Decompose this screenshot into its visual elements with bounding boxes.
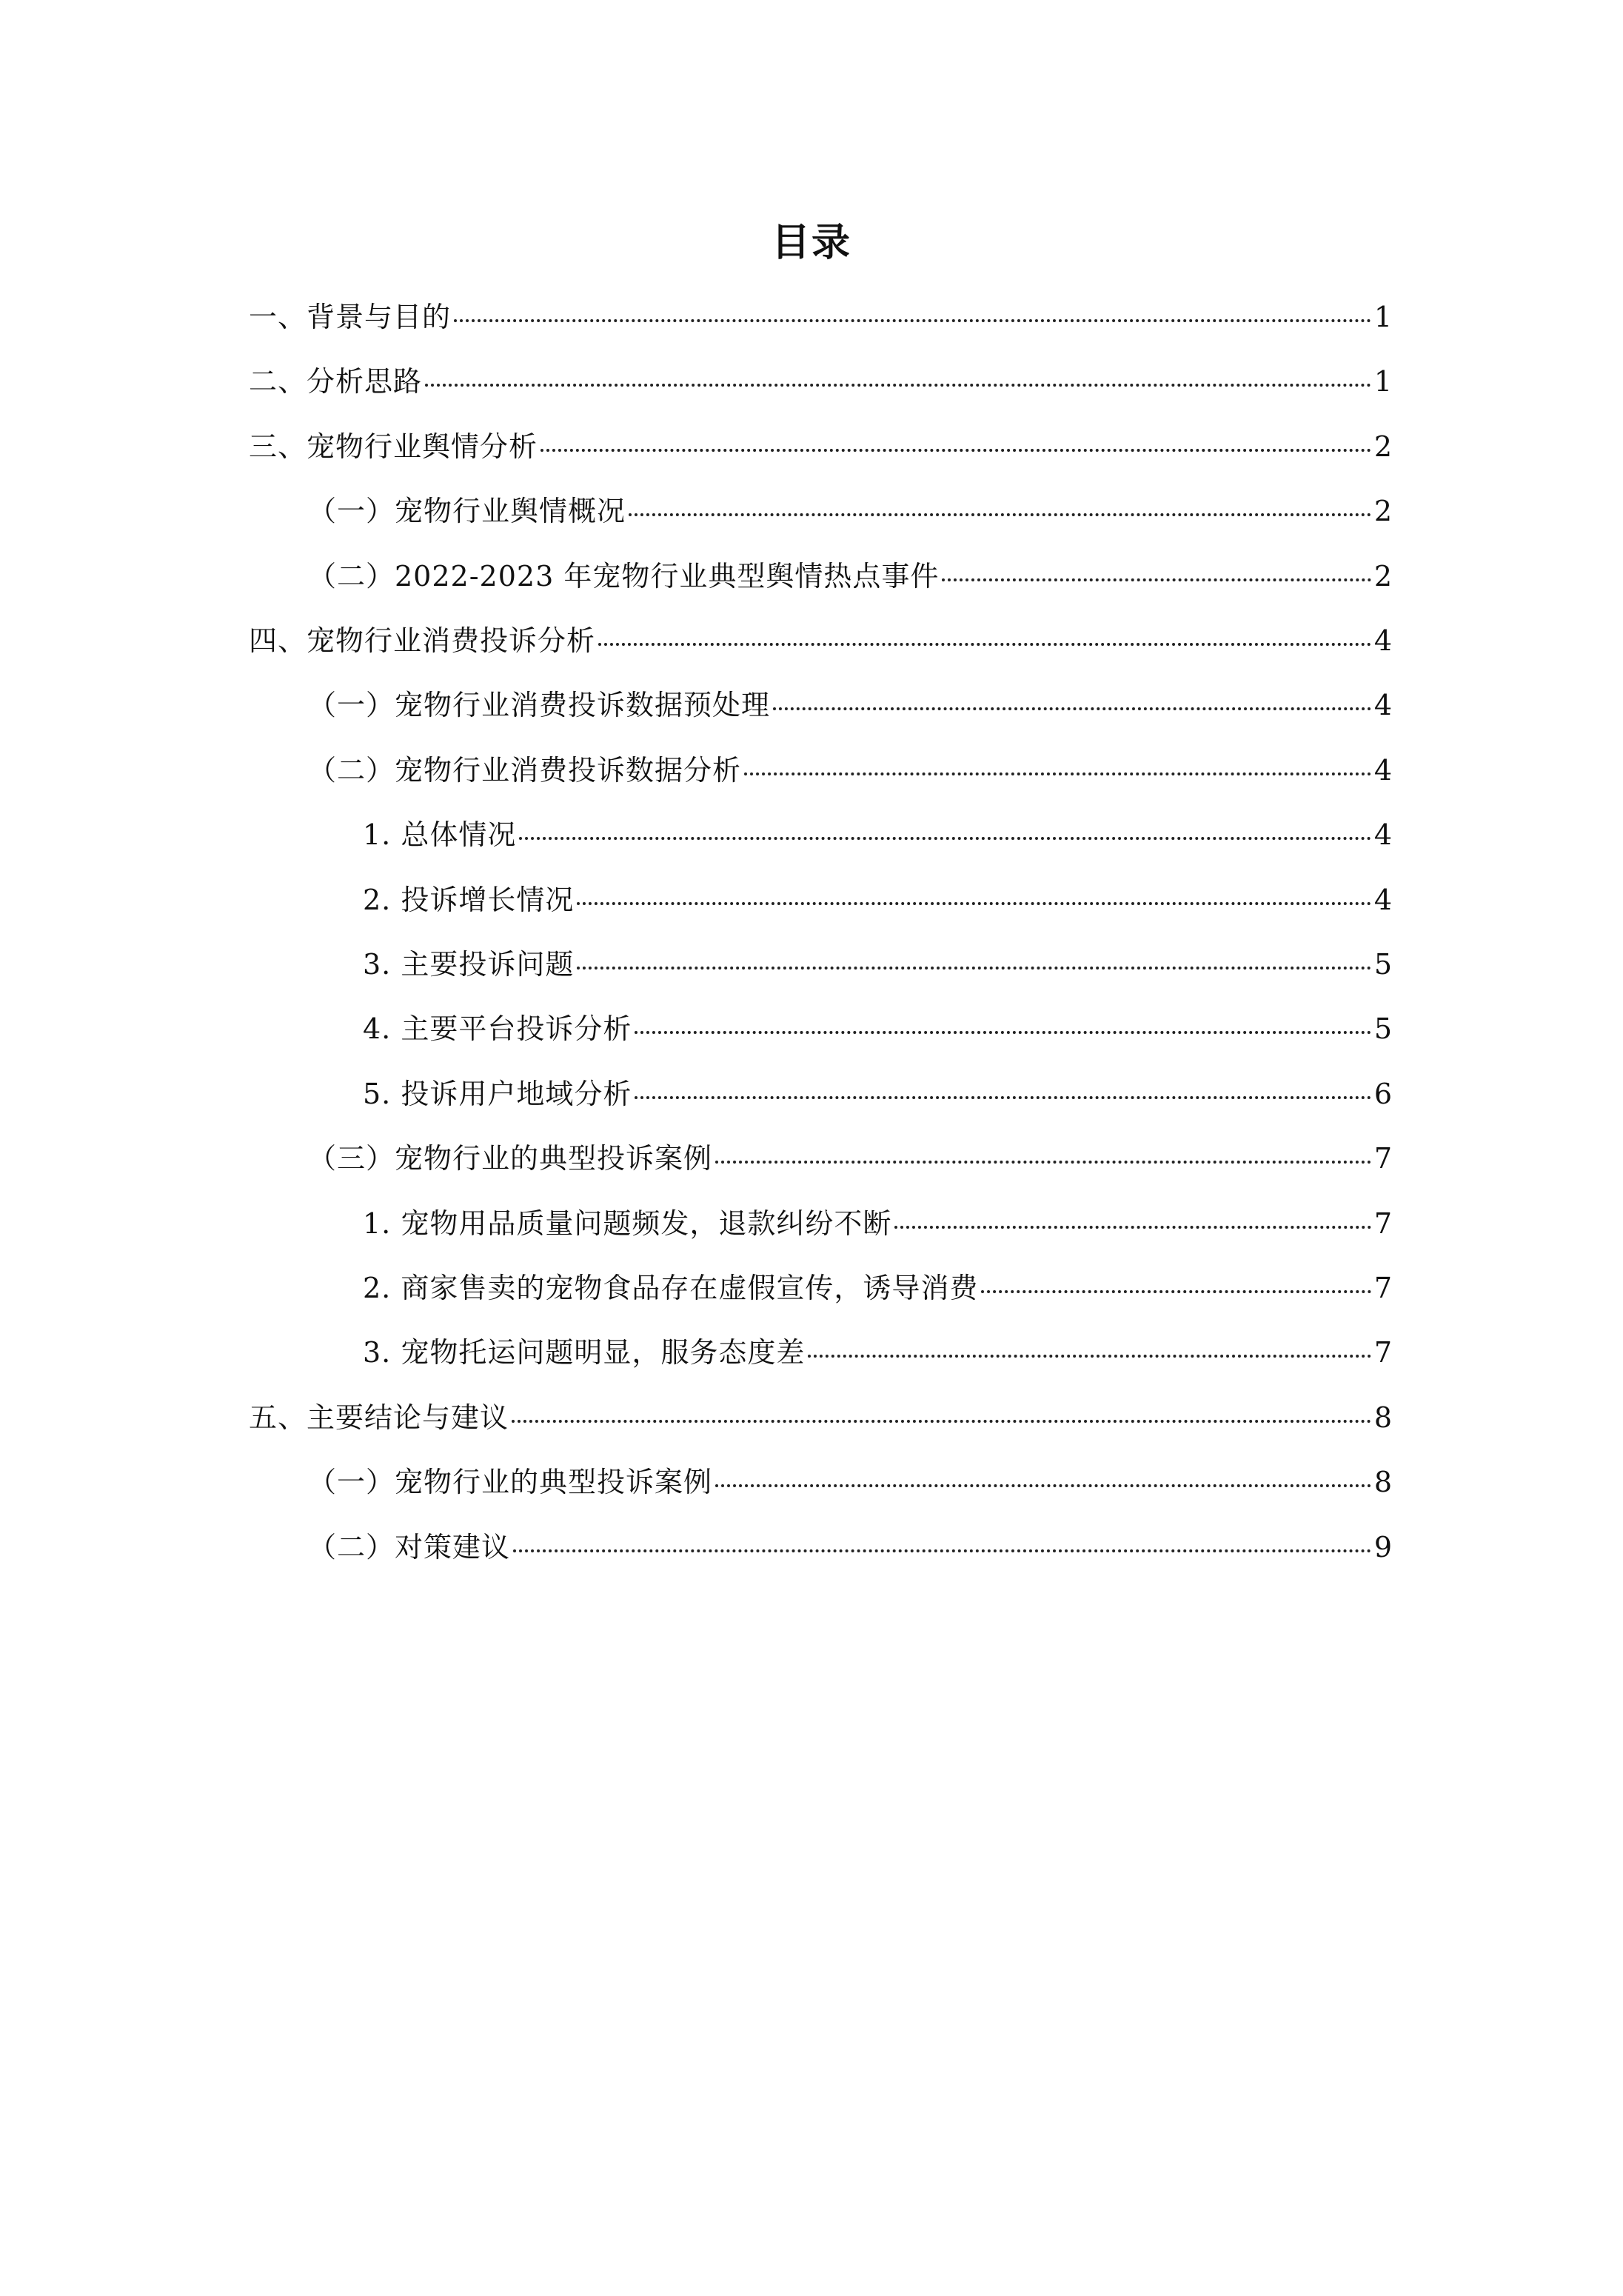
dot-leader xyxy=(808,1355,1371,1358)
toc-entry-page-number: 2 xyxy=(1373,430,1392,463)
toc-entry[interactable] xyxy=(308,1526,1392,1568)
dot-leader xyxy=(894,1226,1371,1229)
toc-entry[interactable] xyxy=(308,490,1392,532)
dot-leader xyxy=(577,967,1371,970)
dot-leader xyxy=(942,578,1371,581)
toc-entry[interactable] xyxy=(308,555,1392,597)
toc-entry-title: （一）宠物行业的典型投诉案例 xyxy=(308,1466,713,1498)
toc-entry[interactable] xyxy=(363,1008,1392,1049)
toc-entry-title: （二）2022-2023 年宠物行业典型舆情热点事件 xyxy=(308,560,940,593)
dot-leader xyxy=(635,1031,1371,1034)
toc-entry-title: （二）对策建议 xyxy=(308,1531,511,1564)
toc-entry[interactable] xyxy=(363,1267,1392,1309)
toc-entry[interactable] xyxy=(249,620,1392,661)
toc-entry[interactable] xyxy=(308,684,1392,726)
toc-entry-page-number: 4 xyxy=(1373,689,1392,721)
dot-leader xyxy=(629,513,1371,516)
toc-entry-page-number: 9 xyxy=(1373,1531,1392,1564)
toc-entry-title: 三、宠物行业舆情分析 xyxy=(249,430,538,463)
toc-entry-title: （一）宠物行业消费投诉数据预处理 xyxy=(308,689,771,721)
toc-entry-page-number: 4 xyxy=(1373,818,1392,851)
dot-leader xyxy=(454,319,1371,322)
toc-entry-page-number: 8 xyxy=(1373,1401,1392,1434)
dot-leader xyxy=(577,902,1371,905)
dot-leader xyxy=(519,837,1371,840)
dot-leader xyxy=(715,1161,1371,1164)
toc-entry-title: 2. 商家售卖的宠物食品存在虚假宣传，诱导消费 xyxy=(363,1272,979,1304)
toc-entry-title: 1. 宠物用品质量问题频发，退款纠纷不断 xyxy=(363,1207,892,1240)
toc-entry[interactable] xyxy=(308,1138,1392,1179)
toc-entry[interactable] xyxy=(308,750,1392,791)
toc-title: 目录 xyxy=(771,221,851,265)
dot-leader xyxy=(715,1484,1371,1487)
dot-leader xyxy=(541,449,1371,452)
toc-entry-title: 4. 主要平台投诉分析 xyxy=(363,1012,632,1045)
dot-leader xyxy=(981,1290,1371,1293)
toc-entry-title: （二）宠物行业消费投诉数据分析 xyxy=(308,754,742,787)
toc-entry[interactable] xyxy=(363,879,1392,921)
toc-entry-title: 3. 主要投诉问题 xyxy=(363,948,575,981)
toc-entry-page-number: 7 xyxy=(1373,1207,1392,1240)
toc-entry-page-number: 4 xyxy=(1373,754,1392,787)
toc-entry-page-number: 1 xyxy=(1373,301,1392,333)
toc-entry-title: （三）宠物行业的典型投诉案例 xyxy=(308,1142,713,1175)
toc-entry-page-number: 7 xyxy=(1373,1142,1392,1175)
dot-leader xyxy=(598,643,1371,646)
toc-entry-page-number: 5 xyxy=(1373,1012,1392,1045)
toc-entry[interactable] xyxy=(249,1397,1392,1438)
toc-entry[interactable] xyxy=(363,1073,1392,1115)
toc-entry-page-number: 7 xyxy=(1373,1336,1392,1369)
toc-entry-title: 二、分析思路 xyxy=(249,365,423,398)
toc-entry-title: 3. 宠物托运问题明显，服务态度差 xyxy=(363,1336,806,1369)
dot-leader xyxy=(512,1420,1371,1423)
toc-entry[interactable] xyxy=(249,296,1392,338)
toc-entry-title: 2. 投诉增长情况 xyxy=(363,884,575,916)
dot-leader xyxy=(773,707,1371,710)
toc-entry[interactable] xyxy=(363,1332,1392,1373)
dot-leader xyxy=(744,772,1371,775)
toc-entry-title: 四、宠物行业消费投诉分析 xyxy=(249,624,596,657)
toc-entry-title: 五、主要结论与建议 xyxy=(249,1401,509,1434)
toc-entry[interactable] xyxy=(308,1461,1392,1503)
toc-entry-title: （一）宠物行业舆情概况 xyxy=(308,495,626,527)
toc-entry[interactable] xyxy=(363,1203,1392,1244)
toc-entry-page-number: 4 xyxy=(1373,624,1392,657)
toc-entry-page-number: 2 xyxy=(1373,495,1392,527)
toc-entry-title: 1. 总体情况 xyxy=(363,818,517,851)
toc-entry-page-number: 4 xyxy=(1373,884,1392,916)
toc-entry-page-number: 5 xyxy=(1373,948,1392,981)
toc-entry-page-number: 1 xyxy=(1373,365,1392,398)
dot-leader xyxy=(635,1096,1371,1099)
toc-entry[interactable] xyxy=(363,814,1392,855)
toc-entry[interactable] xyxy=(249,361,1392,402)
toc-entry-title: 一、背景与目的 xyxy=(249,301,452,333)
toc-entry[interactable] xyxy=(249,426,1392,467)
toc-entry-page-number: 6 xyxy=(1373,1078,1392,1110)
toc-entry[interactable] xyxy=(363,944,1392,985)
toc-entry-page-number: 2 xyxy=(1373,560,1392,593)
dot-leader xyxy=(513,1549,1371,1552)
toc-entry-page-number: 7 xyxy=(1373,1272,1392,1304)
toc-entry-page-number: 8 xyxy=(1373,1466,1392,1498)
dot-leader xyxy=(425,384,1371,387)
toc-entry-title: 5. 投诉用户地域分析 xyxy=(363,1078,632,1110)
